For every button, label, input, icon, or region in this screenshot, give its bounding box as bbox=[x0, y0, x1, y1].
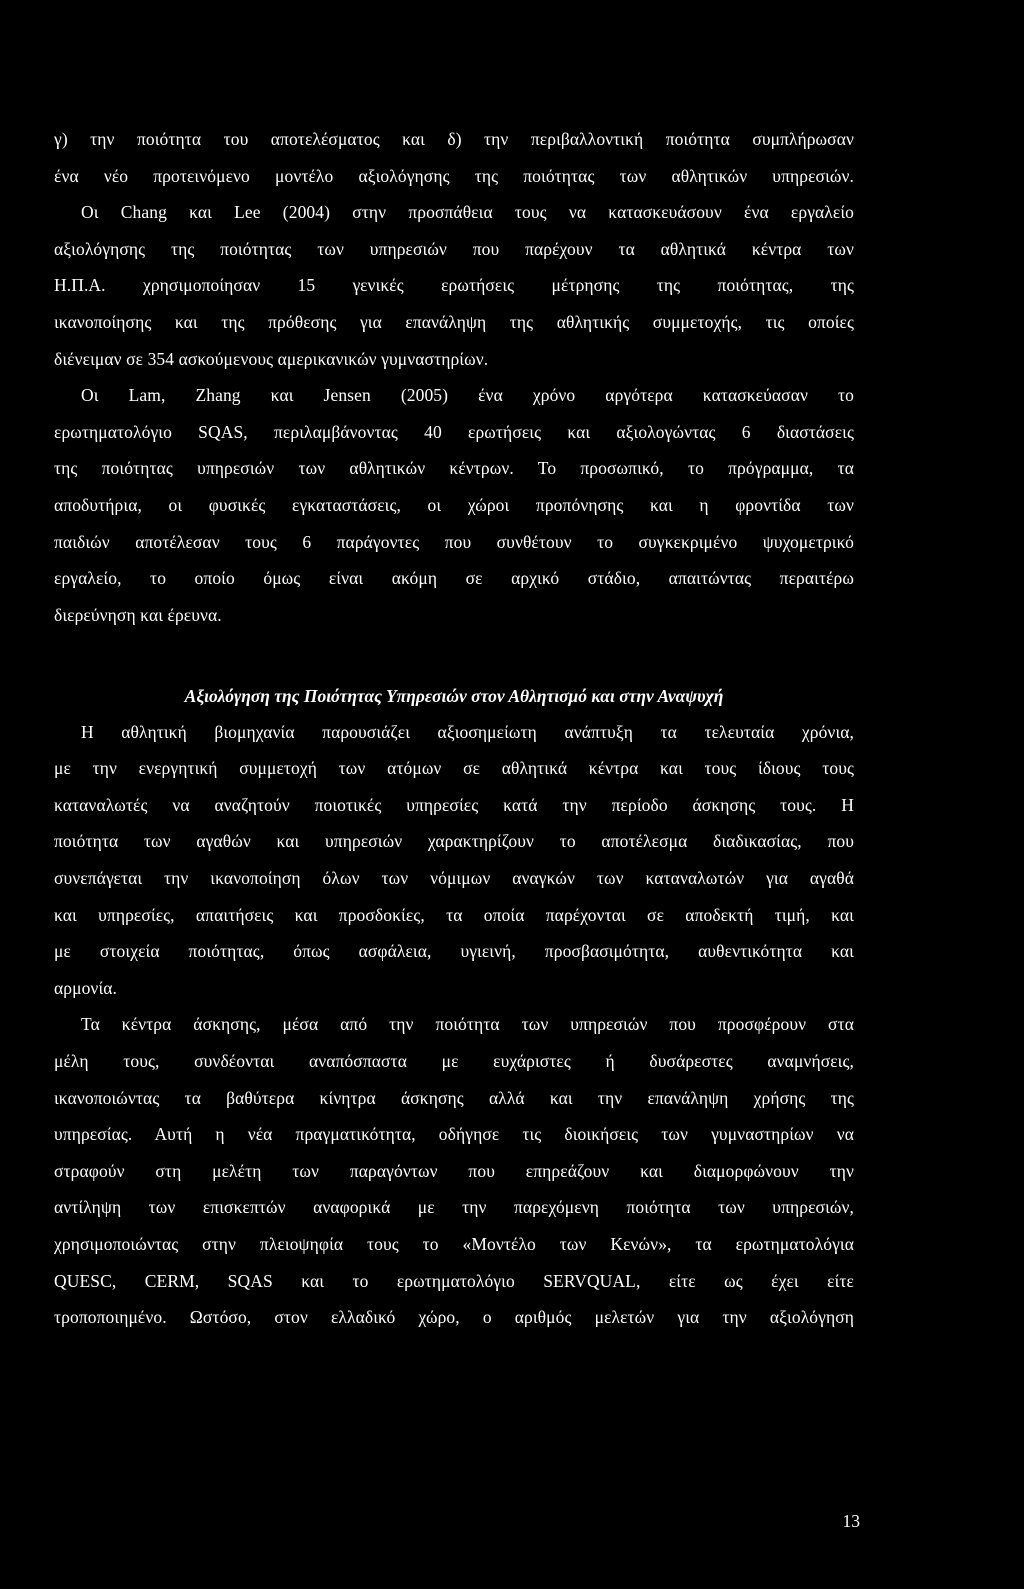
text-line: τροποποιημένο. Ωστόσο, στον ελλαδικό χώρο, ο αριθμός μελετών για την αξιολόγηση bbox=[54, 1307, 854, 1327]
text-line: και υπηρεσίες, απαιτήσεις και προσδοκίες, τα οποία παρέχονται σε αποδεκτή τιμή, και bbox=[54, 905, 854, 925]
text-line: διερεύνηση και έρευνα. bbox=[54, 605, 222, 625]
text-line: της ποιότητας υπηρεσιών των αθλητικών κέντρων. Το προσωπικό, το πρόγραμμα, τα bbox=[54, 458, 854, 478]
text-line: αντίληψη των επισκεπτών αναφορικά με την παρεχόμενη ποιότητα των υπηρεσιών, bbox=[54, 1197, 854, 1217]
text-line: παιδιών αποτέλεσαν τους 6 παράγοντες που συνθέτουν το συγκεκριμένο ψυχομετρικό bbox=[54, 532, 854, 552]
text-line: συνεπάγεται την ικανοποίηση όλων των νόμιμων αναγκών των καταναλωτών για αγαθά bbox=[54, 868, 854, 888]
text-line: ένα νέο προτεινόμενο μοντέλο αξιολόγησης της ποιότητας των αθλητικών υπηρεσιών. bbox=[54, 166, 854, 186]
text-line: στραφούν στη μελέτη των παραγόντων που επηρεάζουν και διαμορφώνουν την bbox=[54, 1161, 854, 1181]
text-line: Τα κέντρα άσκησης, μέσα από την ποιότητα των υπηρεσιών που προσφέρουν στα bbox=[81, 1014, 854, 1034]
text-line: Οι Chang και Lee (2004) στην προσπάθεια τους να κατασκευάσουν ένα εργαλείο bbox=[81, 202, 854, 222]
text-line: Η.Π.Α. χρησιμοποίησαν 15 γενικές ερωτήσεις μέτρησης της ποιότητας, της bbox=[54, 275, 854, 295]
text-line: ποιότητα των αγαθών και υπηρεσιών χαρακτηρίζουν το αποτέλεσμα διαδικασίας, που bbox=[54, 831, 854, 851]
text-line: ικανοποίησης και της πρόθεσης για επανάληψη της αθλητικής συμμετοχής, τις οποίες bbox=[54, 312, 854, 332]
text-line: ερωτηματολόγιο SQAS, περιλαμβάνοντας 40 ερωτήσεις και αξιολογώντας 6 διαστάσεις bbox=[54, 422, 854, 442]
text-line: διένειμαν σε 354 ασκούμενους αμερικανικών γυμναστηρίων. bbox=[54, 349, 489, 369]
text-line: QUESC, CERM, SQAS και το ερωτηματολόγιο SERVQUAL, είτε ως έχει είτε bbox=[54, 1271, 854, 1291]
text-line: αξιολόγησης της ποιότητας των υπηρεσιών που παρέχουν τα αθλητικά κέντρα των bbox=[54, 239, 854, 259]
text-line: Η αθλητική βιομηχανία παρουσιάζει αξιοσημείωτη ανάπτυξη τα τελευταία χρόνια, bbox=[81, 722, 854, 742]
text-line: χρησιμοποιώντας στην πλειοψηφία τους το «Μοντέλο των Κενών», τα ερωτηματολόγια bbox=[54, 1234, 854, 1254]
text-line: αποδυτήρια, οι φυσικές εγκαταστάσεις, οι χώροι προπόνησης και η φροντίδα των bbox=[54, 495, 854, 515]
text-line: ικανοποιώντας τα βαθύτερα κίνητρα άσκησης αλλά και την επανάληψη χρήσης της bbox=[54, 1088, 854, 1108]
text-line: με την ενεργητική συμμετοχή των ατόμων σε αθλητικά κέντρα και τους ίδιους τους bbox=[54, 758, 854, 778]
text-line: με στοιχεία ποιότητας, όπως ασφάλεια, υγιεινή, προσβασιμότητα, αυθεντικότητα και bbox=[54, 941, 854, 961]
text-line: Οι Lam, Zhang και Jensen (2005) ένα χρόνο αργότερα κατασκεύασαν το bbox=[81, 385, 854, 405]
text-line: μέλη τους, συνδέονται αναπόσπαστα με ευχάριστες ή δυσάρεστες αναμνήσεις, bbox=[54, 1051, 854, 1071]
text-line: καταναλωτές να αναζητούν ποιοτικές υπηρεσίες κατά την περίοδο άσκησης τους. Η bbox=[54, 795, 854, 815]
text-line: υπηρεσίας. Αυτή η νέα πραγματικότητα, οδήγησε τις διοικήσεις των γυμναστηρίων να bbox=[54, 1124, 854, 1144]
text-line: εργαλείο, το οποίο όμως είναι ακόμη σε αρχικό στάδιο, απαιτώντας περαιτέρω bbox=[54, 568, 854, 588]
section-heading: Αξιολόγηση της Ποιότητας Υπηρεσιών στον Αθλητισμό και στην Αναψυχή bbox=[184, 686, 724, 706]
page-number: 13 bbox=[842, 1511, 860, 1531]
text-line: αρμονία. bbox=[54, 978, 117, 998]
text-line: γ) την ποιότητα του αποτελέσματος και δ) την περιβαλλοντική ποιότητα συμπλήρωσαν bbox=[54, 129, 854, 149]
